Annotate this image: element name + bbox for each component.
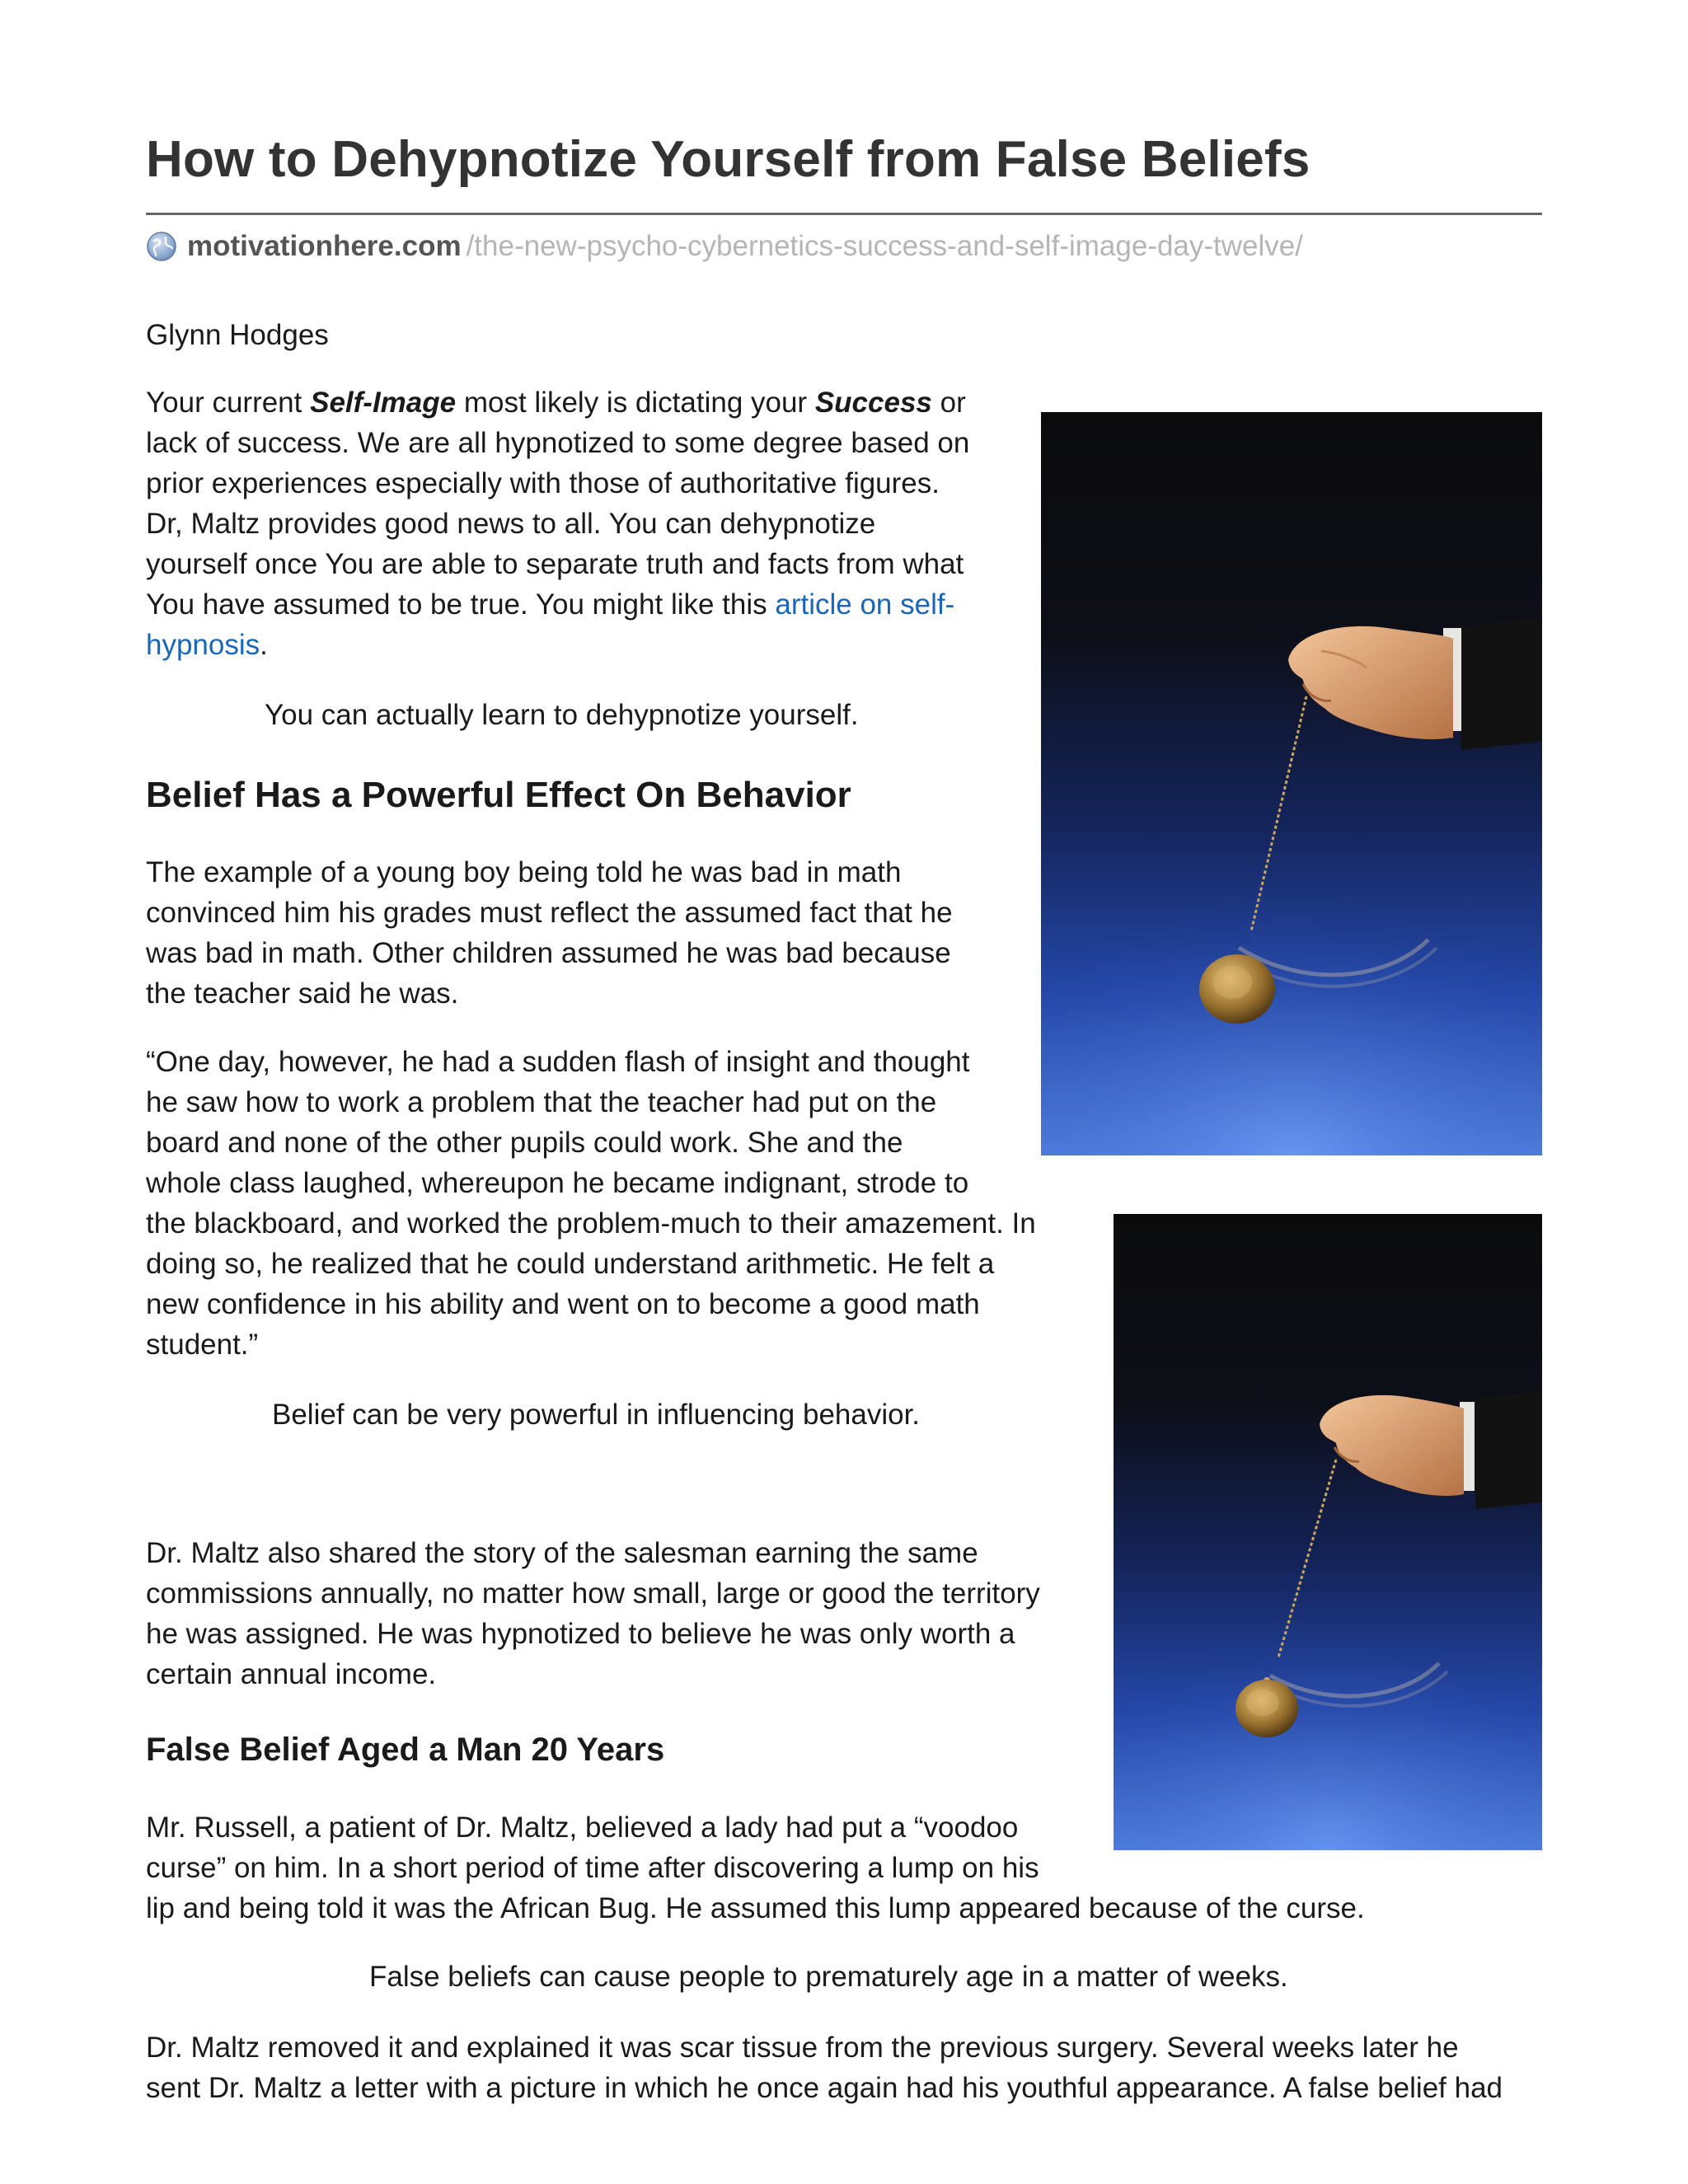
section-heading: False Belief Aged a Man 20 Years — [146, 1732, 665, 1768]
paragraph: Dr. Maltz also shared the story of the salesman earning the same commissions annually, no matter how small, large or good the territory he was assigned. He was hypnotized to believe he was only worth a certain annual income. — [146, 1537, 1040, 1690]
paragraph: Dr. Maltz removed it and explained it was scar tissue from the previous surgery. Several weeks later he sent Dr. Maltz a letter with a picture in which he once again had his youthful appearance. A false belief had — [146, 2032, 1503, 2104]
pull-quote: You can actually learn to dehypnotize yourself. — [265, 699, 859, 731]
pendulum-photo-2 — [1114, 1214, 1542, 1850]
pull-quote: False beliefs can cause people to prematurely age in a matter of weeks. — [369, 1961, 1288, 1993]
quote-paragraph: “One day, however, he had a sudden flash of insight and thought he saw how to work a problem that the teacher had put on the board and none of the other pupils could work. She and the whole class laughed, whereupon he became indignant, strode to the blackboard, and worked the problem-much to their amazement. In doing so, he realized that he could understand arithmetic. He felt a new confidence in his ability and went on to become a good math student.” — [146, 1046, 1036, 1361]
source-domain[interactable]: motivationhere.com — [187, 230, 462, 262]
self-hypnosis-link-cont[interactable]: hypnosis — [146, 629, 260, 661]
paragraph: The example of a young boy being told he was bad in math convinced him his grades must reflect the assumed fact that he was bad in math. Other children assumed he was bad because the teacher said he was. — [146, 856, 953, 1010]
self-hypnosis-link[interactable]: article on self- — [775, 588, 955, 621]
paragraph: Mr. Russell, a patient of Dr. Maltz, believed a lady had put a “voodoo curse” on him. In a short period of time after discovering a lump on his lip and being told it was the African Bug. He assumed this lump appeared because of the curse. — [146, 1811, 1365, 1924]
globe-icon — [146, 231, 177, 262]
self-image-emphasis: Self-Image — [310, 387, 457, 419]
success-emphasis: Success — [814, 387, 932, 419]
intro-paragraph: Your current Self-Image most likely is dictating your Success or lack of success. We are all hypnotized to some degree based on prior experiences especially with those of authoritative figures. Dr, Maltz provides good news to all. You can dehypnotize yourself once You are able to separate truth and facts from what You have assumed to be true. You might like this article on self- hypnosis. — [146, 387, 970, 661]
pendulum-photo — [1041, 412, 1542, 1155]
title-divider — [146, 213, 1542, 215]
pull-quote: Belief can be very powerful in influencing behavior. — [272, 1399, 921, 1431]
source-url[interactable] — [146, 227, 1303, 265]
article-page — [146, 0, 1542, 2184]
author-name: Glynn Hodges — [146, 319, 329, 351]
source-path[interactable]: /the-new-psycho-cybernetics-success-and-self-image-day-twelve/ — [466, 230, 1303, 262]
page-title: How to Dehypnotize Yourself from False Beliefs — [146, 131, 1311, 188]
section-heading: Belief Has a Powerful Effect On Behavior — [146, 775, 851, 815]
